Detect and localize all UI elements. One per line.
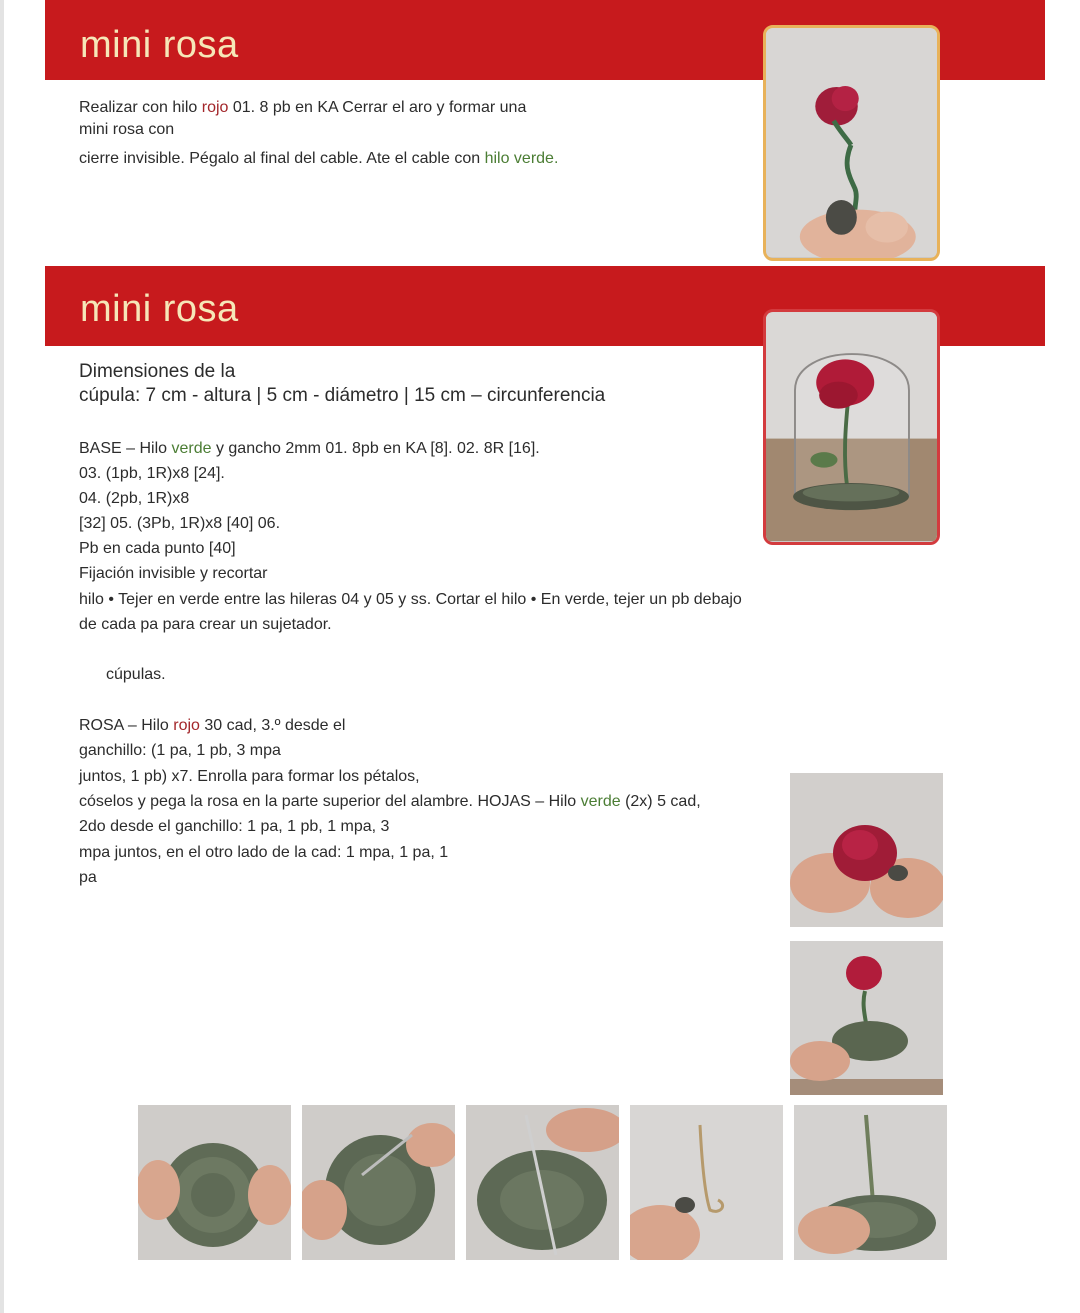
- rosa-line2: ganchillo: (1 pa, 1 pb, 3 mpa: [79, 742, 281, 759]
- rose-sewing-photo: [790, 773, 943, 927]
- base-step-2-photo: [302, 1105, 455, 1260]
- base-line4: [32] 05. (3Pb, 1R)x8 [40] 06.: [79, 515, 281, 532]
- base-step-3-photo: [466, 1105, 619, 1260]
- base-line6: Fijación invisible y recortar: [79, 565, 268, 582]
- section2-title: mini rosa: [80, 288, 239, 330]
- dimensions-line2: cúpula: 7 cm - altura | 5 cm - diámetro | 15 cm – circunferencia: [79, 385, 606, 406]
- wire-in-base-photo: [794, 1105, 947, 1260]
- base-line3: 04. (2pb, 1R)x8: [79, 490, 190, 507]
- base-line8: de cada pa para crear un sujetador.: [79, 616, 332, 633]
- section1-text-line3: cierre invisible. Pégalo al final del cable. Ate el cable con hilo verde.: [79, 150, 559, 167]
- rosa-line4: cóselos y pega la rosa en la parte superior del alambre. HOJAS – Hilo verde (2x) 5 cad,: [79, 793, 701, 810]
- section1-title: mini rosa: [80, 24, 239, 66]
- base-step-1-photo: [138, 1105, 291, 1260]
- rosa-line1: ROSA – Hilo rojo 30 cad, 3.º desde el: [79, 717, 346, 734]
- rosa-line3: juntos, 1 pb) x7. Enrolla para formar los pétalos,: [79, 768, 420, 785]
- wire-step-photo: [630, 1105, 783, 1260]
- section1-text-line1: Realizar con hilo rojo 01. 8 pb en KA Cerrar el aro y formar una: [79, 99, 527, 116]
- rosa-line6: mpa juntos, en el otro lado de la cad: 1 mpa, 1 pa, 1: [79, 844, 449, 861]
- dimensions-line1: Dimensiones de la: [79, 361, 236, 382]
- base-line2: 03. (1pb, 1R)x8 [24].: [79, 465, 225, 482]
- base-line1: BASE – Hilo verde y gancho 2mm 01. 8pb en KA [8]. 02. 8R [16].: [79, 440, 540, 457]
- section1-text-line2: mini rosa con: [79, 121, 175, 138]
- page-edge: [0, 0, 4, 1313]
- mini-rose-in-hand-photo: [763, 25, 940, 261]
- rose-in-glass-dome-photo: [763, 309, 940, 545]
- rose-on-base-photo: [790, 941, 943, 1095]
- base-line5: Pb en cada punto [40]: [79, 540, 236, 557]
- base-line7: hilo • Tejer en verde entre las hileras 04 y 05 y ss. Cortar el hilo • En verde, tejer un pb debajo: [79, 591, 742, 608]
- cupulas-line: cúpulas.: [106, 666, 166, 683]
- rosa-line5: 2do desde el ganchillo: 1 pa, 1 pb, 1 mpa, 3: [79, 818, 390, 835]
- rosa-line7: pa: [79, 869, 97, 886]
